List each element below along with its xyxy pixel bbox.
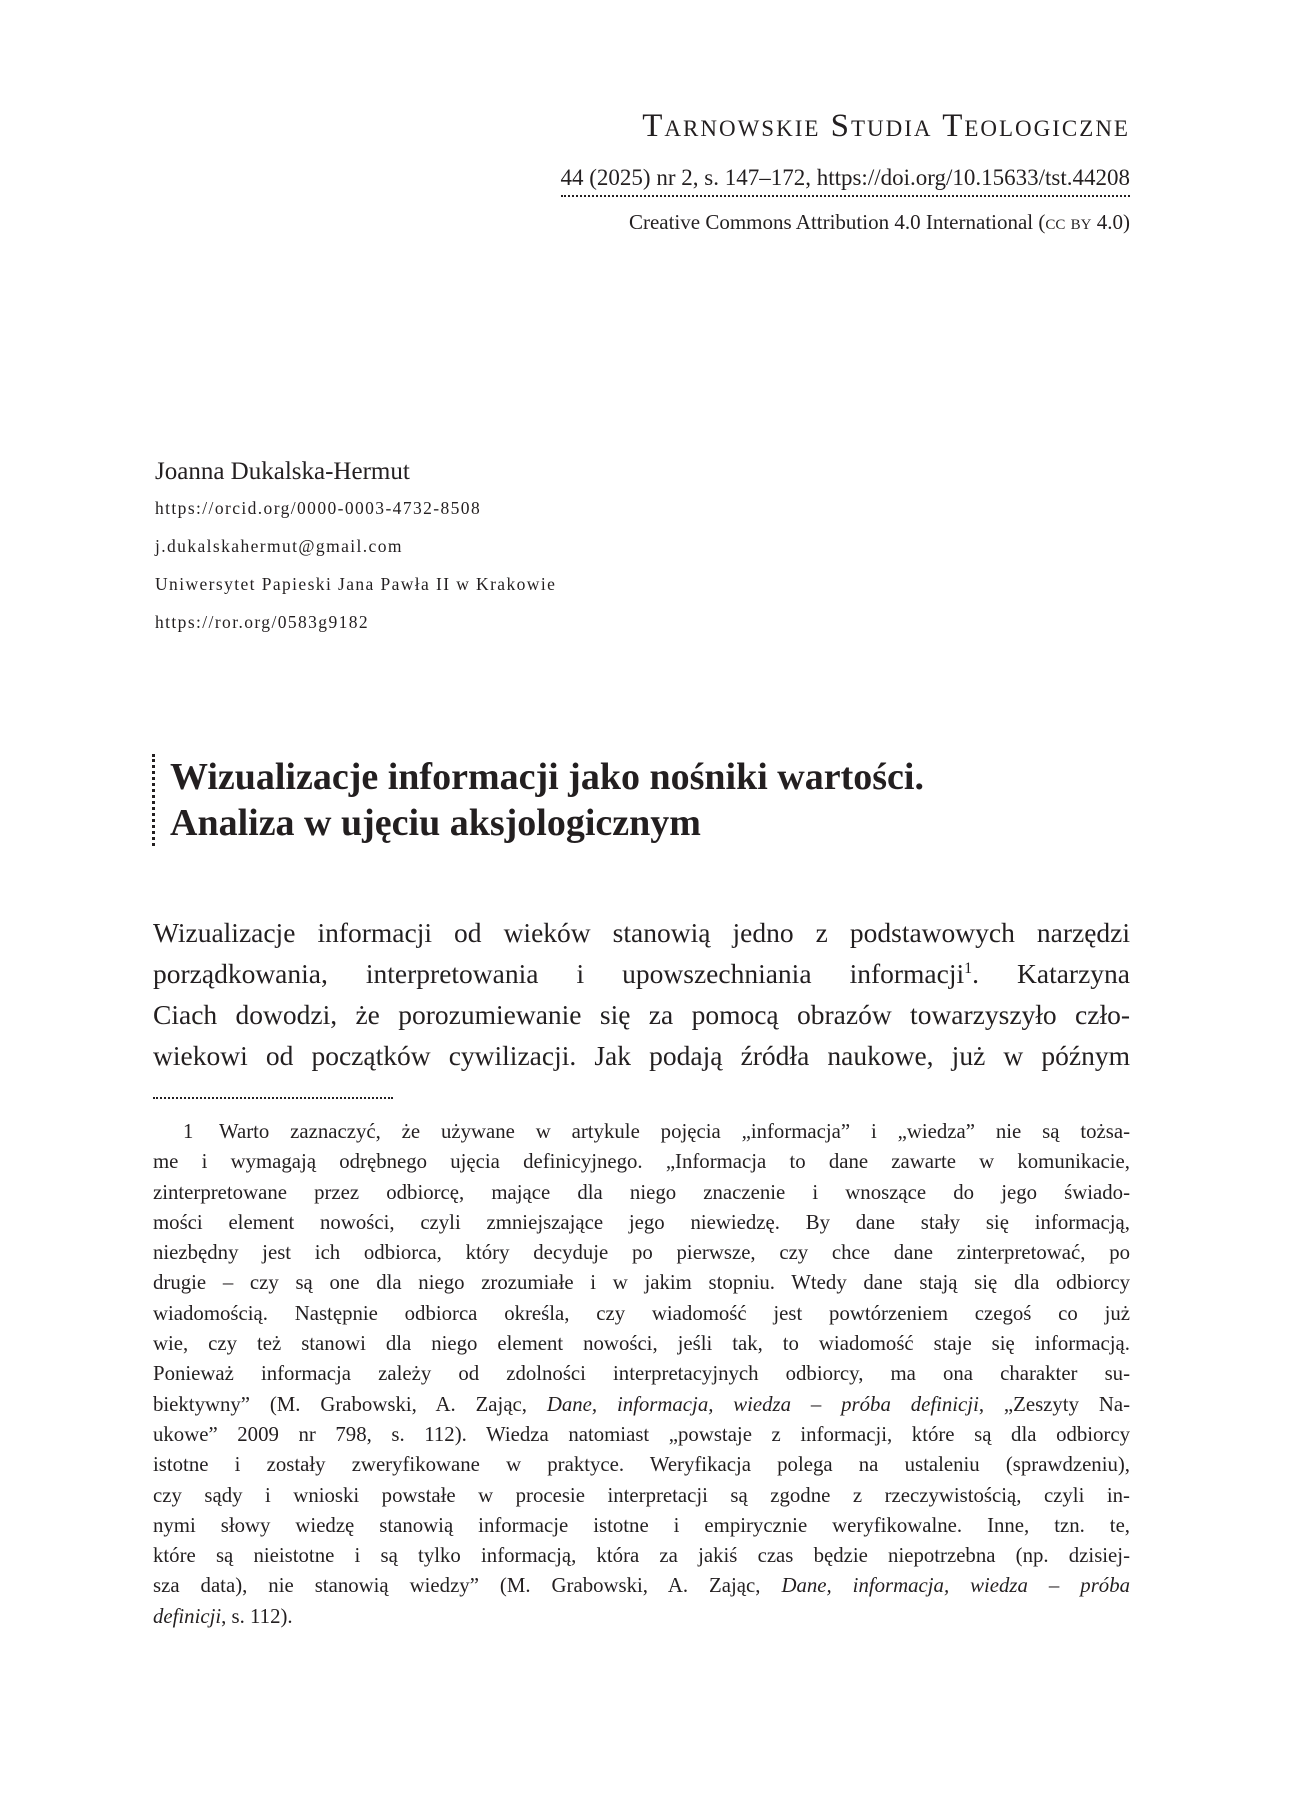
license-abbr: cc by 4.0 (1045, 210, 1123, 234)
footnote-line (153, 1602, 1130, 1632)
body-text-fragment: porządkowania, interpretowania i upowszechniania informacji (153, 958, 965, 989)
footnote-line: drugie – czy są one dla niego zrozumiałe i w jakim stopniu. Wtedy dane stają się dla odbiorcy (153, 1271, 1130, 1295)
license-prefix: Creative Commons Attribution 4.0 International ( (628, 210, 1046, 234)
author-orcid-link[interactable]: https://orcid.org/0000-0003-4732-8508 (155, 498, 482, 518)
footnote-line: mości element nowości, czyli zmniejszające jego niewiedzę. By dane stały się informacją, (153, 1210, 1130, 1234)
journal-title: Tarnowskie Studia Teologiczne (642, 108, 1130, 144)
footnote-line: nymi słowy wiedzę stanowią informacje istotne i empirycznie weryfikowalne. Inne, tzn. te, (153, 1513, 1130, 1537)
body-line (153, 953, 1130, 994)
footnote-line: czy sądy i wnioski powstałe w procesie interpretacji są zgodne z rzeczywistością, czyli in- (153, 1483, 1130, 1507)
footnote-line: wie, czy też stanowi dla niego element nowości, jeśli tak, to wiadomość staje się informacją. (153, 1332, 1130, 1356)
footnote-text: sza data), nie stanowią wiedzy” (M. Grabowski, A. Zając, (153, 1574, 782, 1598)
body-line: Ciach dowodzi, że porozumiewanie się za pomocą obrazów towarzyszyło czło- (153, 999, 1130, 1030)
author-block (155, 458, 556, 650)
footnote-text: Warto zaznaczyć, że używane w artykule pojęcia „informacja” i „wiedza” nie są tożsa- (219, 1120, 1130, 1143)
article-title-line-2: Analiza w ujęciu aksjologicznym (170, 802, 701, 844)
footnote-line: istotne i zostały zweryfikowane w praktyce. Weryfikacja polega na ustaleniu (sprawdzeniu), (153, 1453, 1130, 1477)
body-line: wiekowi od początków cywilizacji. Jak podają źródła naukowe, już w późnym (153, 1040, 1130, 1071)
footnote-line: Ponieważ informacja zależy od zdolności interpretacyjnych odbiorcy, ma ona charakter su- (153, 1362, 1130, 1386)
footnote-text: biektywny” (M. Grabowski, A. Zając, (153, 1392, 547, 1416)
footnote-line: ukowe” 2009 nr 798, s. 112). Wiedza natomiast „powstaje z informacji, które są dla odbiorcy (153, 1422, 1130, 1446)
footnote-separator (153, 1097, 393, 1099)
journal-issue-doi[interactable]: 44 (2025) nr 2, s. 147–172, https://doi.org/10.15633/tst.44208 (561, 165, 1130, 197)
footnote-line: niezbędny jest ich odbiorca, który decyduje po pierwsze, czy chce dane zinterpretować, po (153, 1241, 1130, 1265)
author-ror-link[interactable]: https://ror.org/0583g9182 (155, 612, 370, 632)
footnote-line: które są nieistotne i są tylko informacją, która za jakiś czas będzie niepotrzebna (np. dzisiej- (153, 1544, 1130, 1568)
author-affiliation: Uniwersytet Papieski Jana Pawła II w Krakowie (155, 574, 557, 594)
footnote-line: wiadomością. Następnie odbiorca określa, czy wiadomość jest powtórzeniem czegoś co już (153, 1301, 1130, 1325)
footnote-line: zinterpretowane przez odbiorcę, mające dla niego znaczenie i wnoszące do jego świado- (153, 1180, 1130, 1204)
footnote-number: 1 (183, 1120, 194, 1143)
article-title (152, 754, 924, 846)
body-text-fragment: . Katarzyna (972, 958, 1130, 989)
body-paragraph (153, 912, 1130, 1076)
footnote-line (153, 1390, 1130, 1420)
footnote-text: , „Zeszyty Na- (978, 1392, 1131, 1416)
journal-license (629, 210, 1130, 235)
license-suffix: ) (1123, 210, 1130, 234)
citation-title: definicji (153, 1604, 222, 1628)
body-line: Wizualizacje informacji od wieków stanowią jedno z podstawowych narzędzi (153, 917, 1130, 948)
footnote-line (153, 1571, 1130, 1601)
footnote-text: , s. 112). (221, 1604, 293, 1628)
author-email-link[interactable]: j.dukalskahermut@gmail.com (155, 536, 403, 556)
footnote (153, 1117, 1130, 1632)
article-title-line-1: Wizualizacje informacji jako nośniki wartości. (170, 756, 924, 798)
footnote-line (153, 1117, 1130, 1147)
footnote-line: me i wymagają odrębnego ujęcia definicyjnego. „Informacja to dane zawarte w komunikacie, (153, 1150, 1130, 1174)
author-name: Joanna Dukalska-Hermut (155, 458, 410, 485)
citation-title: Dane, informacja, wiedza – próba definicji (546, 1392, 979, 1416)
footnote-reference[interactable]: 1 (964, 959, 973, 977)
citation-title: Dane, informacja, wiedza – próba (781, 1574, 1130, 1598)
